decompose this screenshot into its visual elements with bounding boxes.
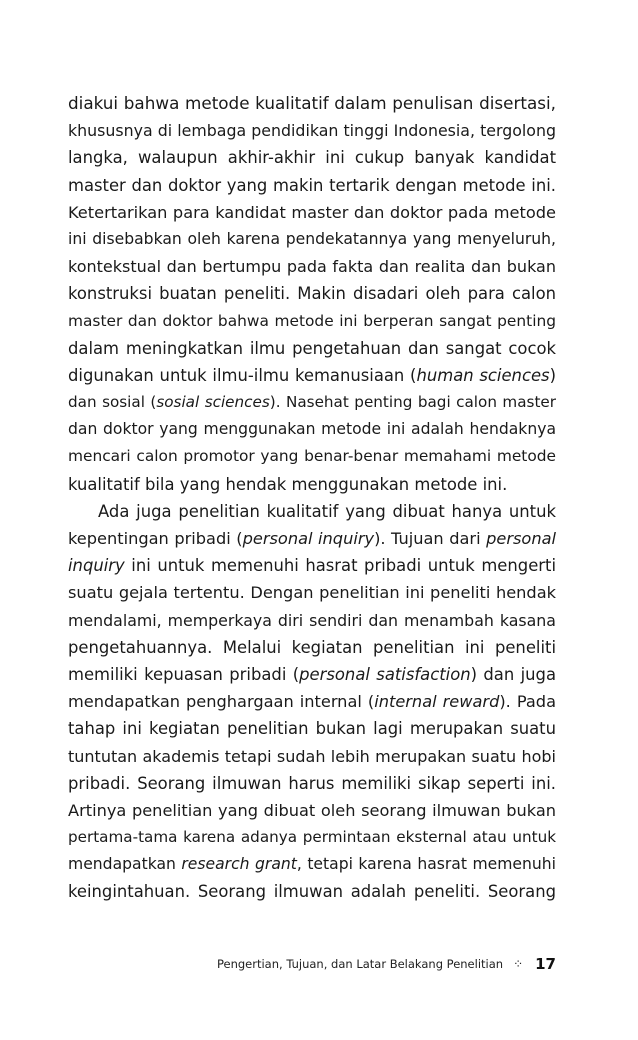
text-line: mendapatkan research grant, tetapi karena hasrat memenuhi [68,855,556,874]
text-line: keingintahuan. Seorang ilmuwan adalah peneliti. Seorang [68,882,556,902]
text-line: mendapatkan penghargaan internal (internal reward). Pada [68,692,557,712]
text-line: mendalami, memperkaya diri sendiri dan menambah kasana [68,610,556,630]
italic-term: sosial sciences [156,393,270,412]
italic-term: personal [486,529,557,548]
text-line: kepentingan pribadi (personal inquiry). Tujuan dari personal [68,529,557,548]
text-line: dalam meningkatkan ilmu pengetahuan dan sangat cocok [68,338,556,358]
text-line: inquiry ini untuk memenuhi hasrat pribadi untuk mengerti [68,556,556,576]
text-line: Ketertarikan para kandidat master dan doktor pada metode [68,202,556,222]
ornament-icon: ⁘ [513,957,524,971]
text-line: ini disebabkan oleh karena pendekatannya yang menyeluruh, [68,229,556,248]
text-line: master dan doktor bahwa metode ini berperan sangat penting [68,311,556,330]
text-line: Artinya penelitian yang dibuat oleh seorang ilmuwan bukan [68,800,556,820]
text-line: memiliki kepuasan pribadi (personal satisfaction) dan juga [68,664,556,684]
text-line: tahap ini kegiatan penelitian bukan lagi merupakan suatu [68,719,556,739]
italic-term: human sciences [416,365,550,385]
text-line: dan sosial (sosial sciences). Nasehat penting bagi calon master [68,393,556,412]
text-line: dan doktor yang menggunakan metode ini adalah hendaknya [68,420,556,439]
text-line: kualitatif bila yang hendak menggunakan metode ini. [68,474,508,494]
text-line: kontekstual dan bertumpu pada fakta dan realita dan bukan [68,257,556,277]
text-line: konstruksi buatan peneliti. Makin disadari oleh para calon [68,284,556,304]
text-line: pribadi. Seorang ilmuwan harus memiliki sikap seperti ini. [68,773,556,793]
italic-term: personal satisfaction [299,664,471,684]
italic-term: inquiry [68,556,125,576]
text-line: suatu gejala tertentu. Dengan penelitian ini peneliti hendak [68,583,556,603]
text-line: pertama-tama karena adanya permintaan eksternal atau untuk [68,828,556,847]
text-line: mencari calon promotor yang benar-benar memahami metode [68,447,556,466]
text-line: master dan doktor yang makin tertarik dengan metode ini. [68,175,556,195]
text-line: langka, walaupun akhir-akhir ini cukup banyak kandidat [68,148,556,168]
body-text [68,90,556,906]
page-footer [68,952,556,976]
text-line: pengetahuannya. Melalui kegiatan penelitian ini peneliti [68,637,556,657]
text-line: digunakan untuk ilmu-ilmu kemanusiaan (human sciences) [68,365,556,385]
text-line: diakui bahwa metode kualitatif dalam penulisan disertasi, [68,93,556,113]
text-line: khususnya di lembaga pendidikan tinggi Indonesia, tergolong [68,121,556,141]
text-line: tuntutan akademis tetapi sudah lebih merupakan suatu hobi [68,746,556,766]
italic-term: internal reward [374,692,500,712]
italic-term: research grant [181,855,297,874]
italic-term: personal inquiry [242,529,375,548]
page-number: 17 [535,955,556,973]
text-line: Ada juga penelitian kualitatif yang dibuat hanya untuk [98,501,556,521]
running-title: Pengertian, Tujuan, dan Latar Belakang Penelitian [216,957,504,971]
